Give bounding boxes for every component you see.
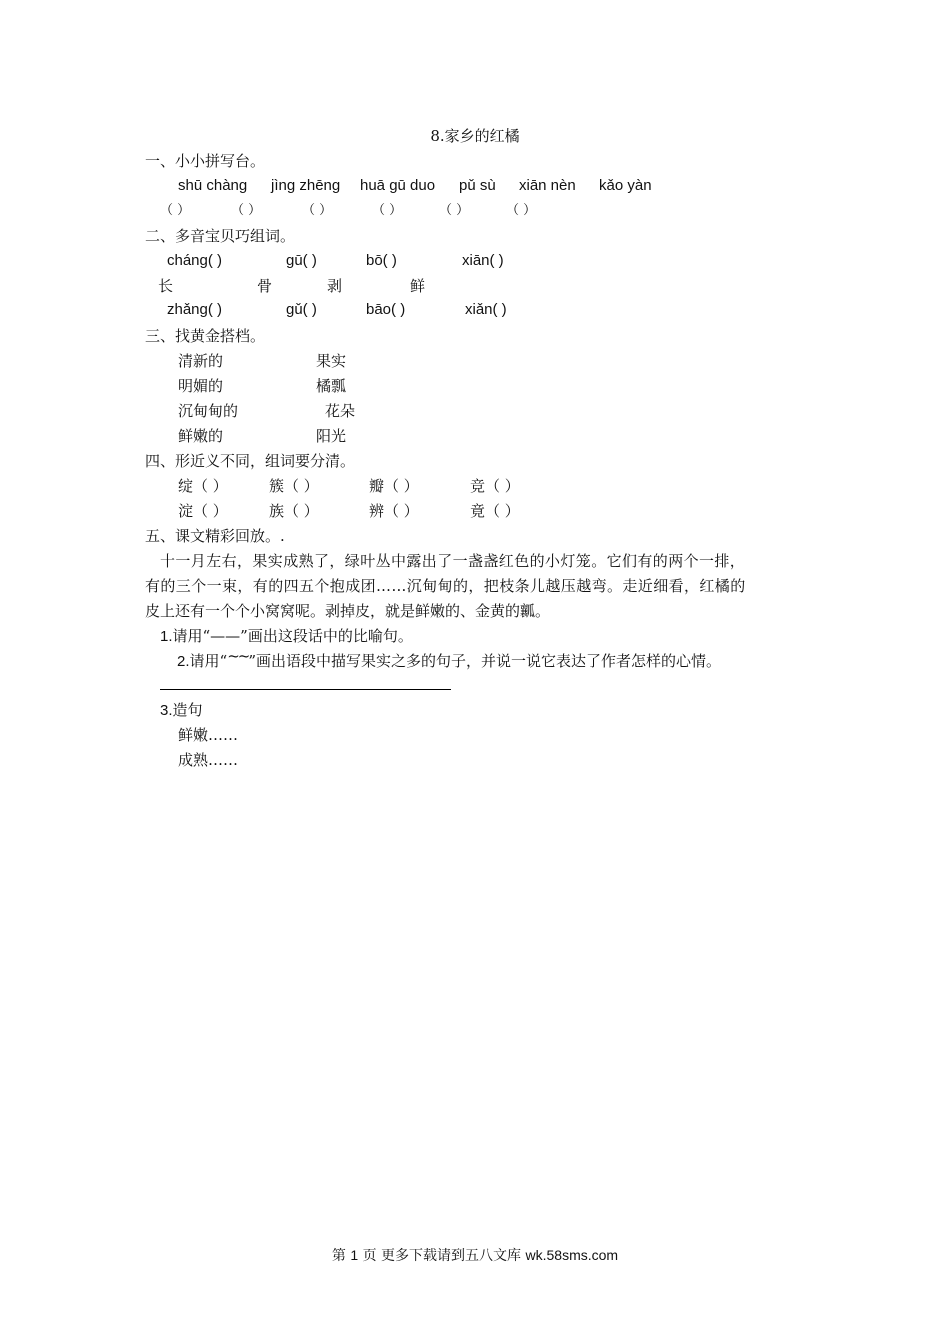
question-2	[177, 647, 721, 672]
question-text: ”画出语段中描写果实之多的句子，并说一说它表达了作者怎样的心情。	[248, 652, 721, 670]
pinyin-blank: gǔ( )	[286, 301, 317, 318]
question-text: 请用“——”画出这段话中的比喻句。	[172, 627, 413, 645]
match-left: 明媚的	[178, 377, 224, 395]
section-3-heading: 三、找黄金搭档。	[145, 327, 266, 345]
polyphone-char: 骨	[257, 277, 273, 295]
answer-blank: （ ）	[302, 203, 333, 218]
match-right: 花朵	[325, 402, 356, 420]
question-text: 请用“	[189, 652, 228, 670]
polyphone-char: 剥	[327, 277, 343, 295]
question-number: 3.	[160, 702, 173, 719]
question-3	[160, 700, 203, 721]
similar-char-item: 绽（ ）	[178, 477, 228, 495]
answer-blank: （ ）	[372, 203, 403, 218]
section-5-heading: 五、课文精彩回放。.	[145, 527, 285, 545]
answer-blank: （ ）	[231, 203, 262, 218]
pinyin-blank: xiān( )	[462, 252, 504, 269]
similar-char-item: 簇（ ）	[269, 477, 319, 495]
sentence-prompt: 鲜嫩……	[178, 726, 239, 744]
pinyin-3: huā gū duo	[360, 177, 436, 194]
answer-blank: （ ）	[160, 203, 191, 218]
pinyin-1: shū chàng	[178, 177, 248, 194]
similar-char-item: 瓣（ ）	[369, 477, 419, 495]
match-left: 清新的	[178, 352, 224, 370]
similar-char-item: 竞（ ）	[470, 477, 520, 495]
question-text: 造句	[172, 701, 203, 719]
similar-char-item: 竟（ ）	[470, 502, 520, 520]
pinyin-blank: bō( )	[366, 252, 397, 269]
footer-site-link[interactable]: wk.58sms.com	[525, 1247, 619, 1263]
section-1-heading: 一、小小拼写台。	[145, 152, 266, 170]
section-2-heading: 二、多音宝贝巧组词。	[145, 227, 296, 245]
pinyin-blank: cháng( )	[167, 252, 223, 269]
page-footer	[0, 1245, 950, 1266]
match-left: 鲜嫩的	[178, 427, 224, 445]
question-number: 1.	[160, 628, 173, 645]
sentence-prompt: 成熟……	[178, 751, 239, 769]
match-right: 橘瓢	[316, 377, 347, 395]
answer-blank: （ ）	[506, 203, 537, 218]
answer-line	[160, 689, 451, 690]
pinyin-blank: xiǎn( )	[465, 301, 507, 318]
page-title: 8.家乡的红橘	[430, 127, 520, 145]
polyphone-char: 长	[158, 277, 174, 295]
match-right: 阳光	[316, 427, 347, 445]
pinyin-5: xiān nèn	[519, 177, 576, 194]
pinyin-4: pǔ sù	[459, 177, 496, 194]
reading-paragraph-line: 皮上还有一个个小窝窝呢。剥掉皮，就是鲜嫩的、金黄的瓤。	[145, 602, 551, 620]
section-4-heading: 四、形近义不同，组词要分清。	[145, 452, 356, 470]
similar-char-item: 族（ ）	[269, 502, 319, 520]
pinyin-blank: zhǎng( )	[167, 301, 223, 318]
question-1	[160, 626, 413, 647]
answer-blank: （ ）	[439, 203, 470, 218]
polyphone-char: 鲜	[410, 277, 426, 295]
pinyin-blank: gū( )	[286, 252, 317, 269]
similar-char-item: 淀（ ）	[178, 502, 228, 520]
pinyin-6: kǎo yàn	[599, 177, 652, 194]
pinyin-blank: bāo( )	[366, 301, 406, 318]
pinyin-2: jìng zhēng	[271, 177, 341, 194]
footer-prefix: 第	[331, 1248, 351, 1264]
footer-text: 页 更多下载请到五八文库	[358, 1248, 526, 1264]
match-right: 果实	[316, 352, 347, 370]
reading-paragraph-line: 有的三个一束，有的四五个抱成团……沉甸甸的，把枝条儿越压越弯。走近细看，红橘的	[145, 577, 746, 595]
reading-paragraph-line: 十一月左右，果实成熟了，绿叶丛中露出了一盏盏红色的小灯笼。它们有的两个一排，	[160, 552, 746, 570]
question-number: 2.	[177, 653, 190, 670]
match-left: 沉甸甸的	[178, 402, 239, 420]
wavy-line-mark: ~~	[227, 647, 249, 665]
similar-char-item: 辨（ ）	[369, 502, 419, 520]
page-number: 1	[350, 1247, 359, 1263]
